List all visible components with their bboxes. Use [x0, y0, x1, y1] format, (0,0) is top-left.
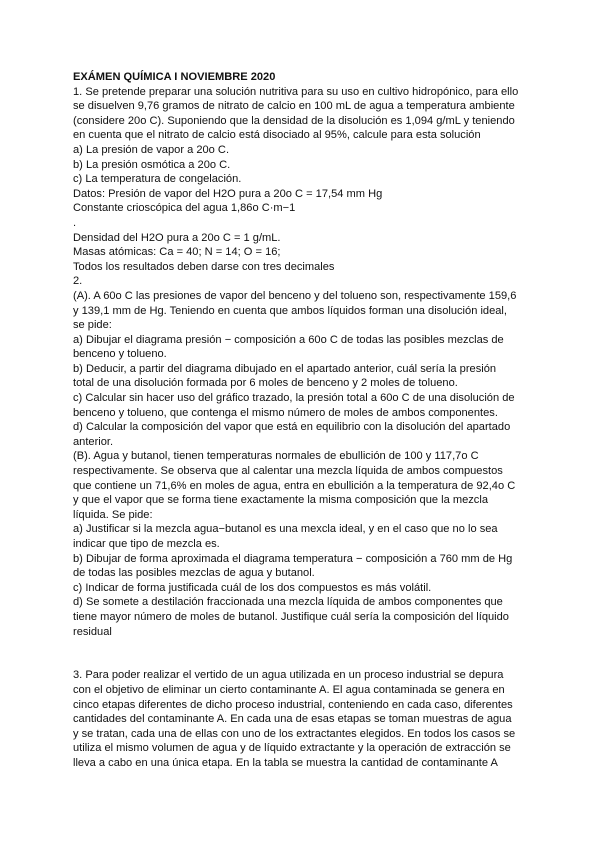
text-line: d) Se somete a destilación fraccionada una mezcla líquida de ambos componentes que: [73, 596, 503, 609]
text-line: lleva a cabo en una única etapa. En la tabla se muestra la cantidad de contaminante A: [73, 756, 498, 769]
text-line: benceno y tolueno.: [73, 348, 167, 361]
text-line: se pide:: [73, 319, 112, 332]
text-line: 2.: [73, 275, 83, 288]
text-line: 3. Para poder realizar el vertido de un agua utilizada en un proceso industrial se depura: [73, 669, 504, 682]
text-line: c) Calcular sin hacer uso del gráfico trazado, la presión total a 60o C de una disolución de: [73, 392, 515, 405]
text-line: (considere 20o C). Suponiendo que la densidad de la disolución es 1,094 g/mL y teniendo: [73, 114, 515, 127]
text-line: a) Dibujar el diagrama presión − composición a 60o C de todas las posibles mezclas de: [73, 333, 504, 346]
text-line: cinco etapas diferentes de dicho proceso industrial, conteniendo en cada caso, diferentes: [73, 698, 513, 711]
text-line: líquida. Se pide:: [73, 508, 153, 521]
text-line: Masas atómicas: Ca = 40; N = 14; O = 16;: [73, 246, 281, 259]
text-line: utiliza el mismo volumen de agua y de líquido extractante y la operación de extracción se: [73, 742, 511, 755]
text-line: c) Indicar de forma justificada cuál de los dos compuestos es más volátil.: [73, 581, 432, 594]
text-line: a) Justificar si la mezcla agua−butanol es una mexcla ideal, y en el caso que no lo sea: [73, 523, 498, 536]
text-line: b) La presión osmótica a 20o C.: [73, 158, 231, 171]
text-line: b) Dibujar de forma aproximada el diagrama temperatura − composición a 760 mm de Hg: [73, 552, 513, 565]
text-line: y que el vapor que se forma tiene exactamente la misma composición que la mezcla: [73, 494, 488, 507]
text-line: respectivamente. Se observa que al calentar una mezcla líquida de ambos compuestos: [73, 465, 503, 478]
text-line: d) Calcular la composición del vapor que está en equilibrio con la disolución del apartado: [73, 421, 511, 434]
text-line: en cuenta que el nitrato de calcio está disociado al 95%, calcule para esta solución: [73, 129, 481, 142]
text-line: y se tratan, cada una de ellas con uno de los extractantes elegidos. En todos los casos se: [73, 727, 516, 740]
text-line: b) Deducir, a partir del diagrama dibujado en el apartado anterior, cuál sería la presión: [73, 362, 497, 375]
text-line: total de una disolución formada por 6 moles de benceno y 2 moles de tolueno.: [73, 377, 458, 390]
text-line: .: [73, 216, 77, 229]
document-title: EXÁMEN QUÍMICA I NOVIEMBRE 2020: [73, 71, 276, 83]
text-line: tiene mayor número de moles de butanol. Justifique cuál sería la composición del líquido: [73, 610, 509, 623]
question-1-2-block: [73, 85, 540, 640]
text-line: Constante crioscópica del agua 1,86o C·m−1: [73, 202, 296, 215]
text-line: (A). A 60o C las presiones de vapor del benceno y del tolueno son, respectivamente 159,6: [73, 289, 517, 302]
text-line: cantidades del contaminante A. En cada una de esas etapas se toman muestras de agua: [73, 713, 512, 726]
question-3-block: [73, 668, 540, 770]
text-line: y 139,1 mm de Hg. Teniendo en cuenta que ambos líquidos forman una disolución ideal,: [73, 304, 507, 317]
text-line: anterior.: [73, 435, 114, 448]
text-line: 1. Se pretende preparar una solución nutritiva para su uso en cultivo hidropónico, para ello: [73, 85, 519, 98]
text-line: Datos: Presión de vapor del H2O pura a 20o C = 17,54 mm Hg: [73, 187, 383, 200]
text-line: benceno y tolueno, que contenga el mismo número de moles de ambos componentes.: [73, 406, 498, 419]
text-line: a) La presión de vapor a 20o C.: [73, 143, 230, 156]
text-line: Densidad del H2O pura a 20o C = 1 g/mL.: [73, 231, 281, 244]
text-line: de todas las posibles mezclas de agua y butanol.: [73, 567, 315, 580]
text-line: que contiene un 71,6% en moles de agua, entra en ebullición a la temperatura de 92,4o C: [73, 479, 516, 492]
text-line: indicar que tipo de mezcla es.: [73, 538, 220, 550]
text-line: residual: [73, 625, 112, 638]
text-line: (B). Agua y butanol, tienen temperaturas normales de ebullición de 100 y 117,7o C: [73, 450, 479, 463]
text-line: c) La temperatura de congelación.: [73, 173, 242, 186]
text-line: con el objetivo de eliminar un cierto contaminante A. El agua contaminada se genera en: [73, 683, 505, 696]
paragraph-spacer: [73, 639, 540, 668]
text-line: Todos los resultados deben darse con tres decimales: [73, 260, 335, 273]
text-line: se disuelven 9,76 gramos de nitrato de calcio en 100 mL de agua a temperatura ambiente: [73, 100, 515, 113]
